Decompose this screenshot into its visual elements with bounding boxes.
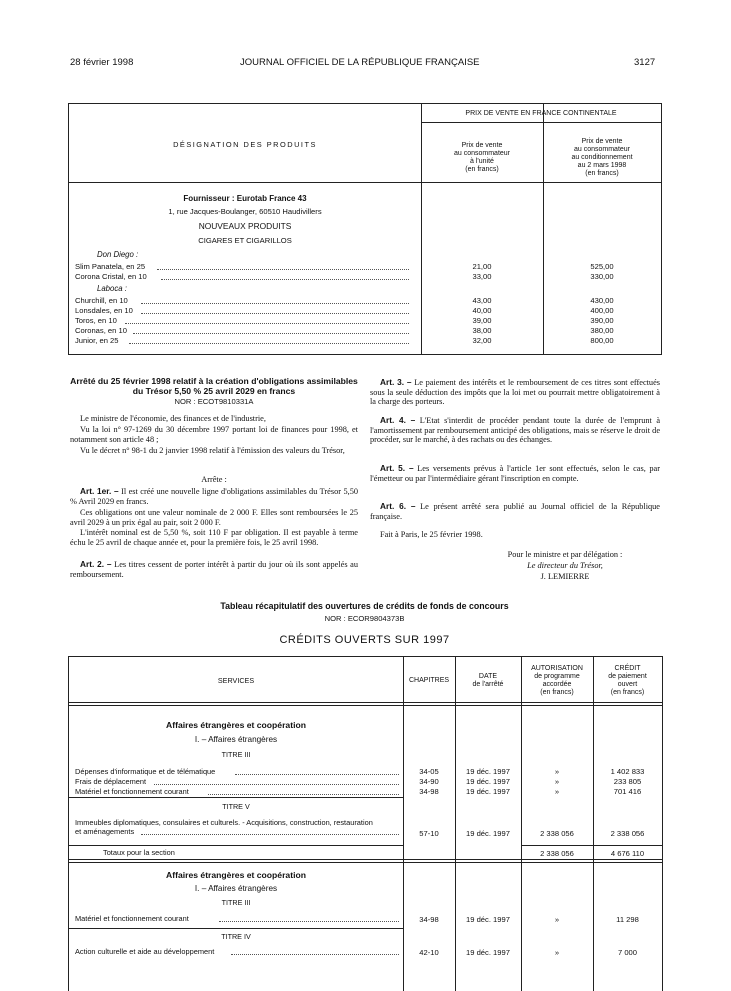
- header-title: JOURNAL OFFICIEL DE LA RÉPUBLIQUE FRANÇAISE: [240, 57, 480, 68]
- unit-price: 43,00: [472, 296, 492, 305]
- tableau-nor: NOR : ECOR9804373B: [324, 614, 405, 623]
- row-d-credit: 7 000: [617, 948, 637, 957]
- product-name: Junior, en 25: [75, 336, 119, 345]
- leader-dots: [157, 269, 409, 270]
- totaux-label: Totaux pour la section: [103, 848, 175, 857]
- arrete-p3: Vu le décret n° 98-1 du 2 janvier 1998 relatif à l'émission des valeurs du Trésor,: [80, 446, 345, 455]
- credit-row-credit: 233 805: [613, 777, 642, 786]
- section1-sub: I. – Affaires étrangères: [194, 735, 278, 744]
- credits-subtitle: CRÉDITS OUVERTS SUR 1997: [279, 634, 450, 646]
- pack-price: 800,00: [590, 336, 614, 345]
- credit-row-chap: 34-98: [419, 787, 439, 796]
- leader-dots: [141, 313, 409, 314]
- article-2: Art. 2. – Les titres cessent de porter intérêt à partir du jour où ils sont appelés au remboursement.: [70, 559, 359, 579]
- product-name: Toros, en 10: [75, 316, 117, 325]
- row-c-label: Matériel et fonctionnement courant: [75, 914, 189, 923]
- pack-price: 390,00: [590, 316, 614, 325]
- unit-price: 21,00: [472, 262, 492, 271]
- row-d-chap: 42-10: [419, 948, 439, 957]
- product-name: Corona Cristal, en 10: [75, 272, 147, 281]
- col-group: PRIX DE VENTE EN FRANCE CONTINENTALE: [465, 110, 617, 117]
- pack-price: 400,00: [590, 306, 614, 315]
- article-1-b: Ces obligations ont une valeur nominale de 2 000 F. Elles sont remboursées le 25 avril 2029 à un prix égal au pair, soit 2 000 F.: [70, 508, 358, 527]
- h-services: SERVICES: [217, 676, 255, 685]
- product-price-table: [68, 103, 662, 355]
- brand-laboca: Laboca :: [97, 284, 127, 293]
- credit-row-chap: 34-90: [419, 777, 439, 786]
- page-number: 3127: [634, 57, 656, 68]
- signature-line1: Pour le ministre et par délégation :: [507, 550, 623, 559]
- article-3: Art. 3. – Le paiement des intérêts et le remboursement de ces titres sont effectués sous la seule déduction des impôts que la loi met ou pourrait mettre obligatoirement à la charge des porteurs.: [370, 377, 660, 407]
- credit-row-date: 19 déc. 1997: [466, 787, 510, 796]
- leader-dots: [161, 279, 409, 280]
- credit-row-date: 19 déc. 1997: [466, 767, 510, 776]
- brand-don-diego: Don Diego :: [97, 250, 139, 259]
- category: CIGARES ET CIGARILLOS: [198, 236, 292, 245]
- signature-name: J. LEMIERRE: [540, 572, 590, 581]
- col-designation: DÉSIGNATION DES PRODUITS: [173, 140, 317, 149]
- h-credit: CRÉDIT de paiement ouvert (en francs): [608, 665, 647, 696]
- arrete-nor: NOR : ECOT9810331A: [174, 397, 254, 406]
- row-b-label1: Immeubles diplomatiques, consulaires et culturels. - Acquisitions, construction, restauration: [75, 818, 373, 827]
- supplier: Fournisseur : Eurotab France 43: [183, 194, 307, 203]
- row-c-date: 19 déc. 1997: [466, 915, 510, 924]
- row-b-label2: et aménagements: [75, 827, 135, 836]
- pack-price: 330,00: [590, 272, 614, 281]
- new-products: NOUVEAUX PRODUITS: [198, 221, 292, 231]
- leader-dots: [125, 323, 409, 324]
- credits-table: [68, 656, 663, 991]
- row-d-label: Action culturelle et aide au développement: [75, 947, 215, 956]
- h-date: DATE de l'arrêté: [472, 673, 504, 688]
- row-c-credit: 11 298: [616, 915, 639, 924]
- article-1-c: L'intérêt nominal est de 5,50 %, soit 110 F par obligation. Il est payable à terme échu le 25 avril de chaque année et, pour la première fois, le 25 avril 1998.: [70, 528, 358, 547]
- titre-v: TITRE V: [222, 802, 250, 811]
- unit-price: 38,00: [472, 326, 492, 335]
- credit-row-auto: »: [554, 777, 560, 786]
- titre-iii-2: TITRE III: [221, 898, 251, 907]
- signature-line2: Le directeur du Trésor,: [527, 561, 603, 570]
- row-b-credit: 2 338 056: [610, 829, 645, 838]
- col-pack-price: Prix de vente au consommateur au conditionnement au 2 mars 1998 (en francs): [571, 138, 633, 177]
- fait-a-paris: Fait à Paris, le 25 février 1998.: [380, 530, 483, 539]
- article-1: Art. 1er. – Il est créé une nouvelle ligne d'obligations assimilables du Trésor 5,50 % Avril 2029 en francs.: [70, 486, 358, 506]
- leader-dots: [129, 343, 409, 344]
- arrete-title: Arrêté du 25 février 1998 relatif à la création d'obligations assimilables du Trésor 5,50 % 25 avril 2029 en francs: [70, 376, 358, 396]
- row-c-chap: 34-98: [419, 915, 439, 924]
- unit-price: 39,00: [472, 316, 492, 325]
- row-d-date: 19 déc. 1997: [466, 948, 510, 957]
- credit-row-label: Matériel et fonctionnement courant: [75, 787, 189, 796]
- h-autorisation: AUTORISATION de programme accordée (en francs): [531, 665, 583, 696]
- unit-price: 32,00: [472, 336, 492, 345]
- arrete-arrete: Arrête :: [201, 475, 227, 484]
- unit-price: 40,00: [472, 306, 492, 315]
- totaux-auto: 2 338 056: [540, 849, 574, 858]
- product-name: Churchill, en 10: [75, 296, 128, 305]
- leader-dots: [141, 303, 409, 304]
- credit-row-credit: 701 416: [613, 787, 642, 796]
- row-b-chap: 57-10: [419, 829, 439, 838]
- credit-row-chap: 34-05: [419, 767, 439, 776]
- credit-row-label: Dépenses d'informatique et de télématique: [75, 767, 216, 776]
- row-b-date: 19 déc. 1997: [466, 829, 510, 838]
- h-chapitres: CHAPITRES: [408, 677, 450, 684]
- section2-sub: I. – Affaires étrangères: [194, 884, 278, 893]
- unit-price: 33,00: [472, 272, 492, 281]
- row-d-auto: »: [554, 948, 560, 957]
- pack-price: 525,00: [590, 262, 614, 271]
- arrete-p2: Vu la loi n° 97-1269 du 30 décembre 1997 portant loi de finances pour 1998, et notamment son article 48 ;: [70, 425, 358, 444]
- header-date: 28 février 1998: [70, 57, 134, 68]
- titre-iv: TITRE IV: [221, 932, 251, 941]
- row-c-auto: »: [554, 915, 560, 924]
- section2-title: Affaires étrangères et coopération: [166, 870, 306, 880]
- totaux-credit: 4 676 110: [610, 849, 645, 858]
- leader-dots: [208, 794, 399, 795]
- credit-row-auto: »: [554, 787, 560, 796]
- product-name: Coronas, en 10: [75, 326, 127, 335]
- supplier-address: 1, rue Jacques-Boulanger, 60510 Haudivillers: [168, 207, 322, 216]
- product-name: Lonsdales, en 10: [75, 306, 133, 315]
- pack-price: 380,00: [590, 326, 614, 335]
- article-5: Art. 5. – Les versements prévus à l'article 1er sont effectués, selon le cas, par l'émetteur ou par l'intermédiaire gérant l'inscription en compte.: [370, 463, 661, 483]
- titre-iii: TITRE III: [221, 750, 251, 759]
- pack-price: 430,00: [590, 296, 614, 305]
- credit-row-label: Frais de déplacement: [75, 777, 147, 786]
- row-b-auto: 2 338 056: [540, 829, 574, 838]
- credit-row-auto: »: [554, 767, 560, 776]
- leader-dots: [235, 774, 399, 775]
- article-4: Art. 4. – L'Etat s'interdit de procéder pendant toute la durée de l'emprunt à l'amortissement par remboursement anticipé des obligations, mais se réserve le droit de procéder, sur le marché, à des rachats ou des échanges.: [370, 415, 661, 445]
- leader-dots: [154, 784, 399, 785]
- leader-dots: [133, 333, 409, 334]
- article-6: Art. 6. – Le présent arrêté sera publié au Journal officiel de la République française.: [370, 501, 660, 521]
- col-unit-price: Prix de vente au consommateur à l'unité (en francs): [453, 142, 511, 173]
- product-name: Slim Panatela, en 25: [75, 262, 146, 271]
- arrete-p1: Le ministre de l'économie, des finances et de l'industrie,: [80, 414, 266, 423]
- section1-title: Affaires étrangères et coopération: [166, 720, 306, 730]
- tableau-title: Tableau récapitulatif des ouvertures de crédits de fonds de concours: [220, 601, 509, 611]
- credit-row-credit: 1 402 833: [610, 767, 645, 776]
- credit-row-date: 19 déc. 1997: [466, 777, 510, 786]
